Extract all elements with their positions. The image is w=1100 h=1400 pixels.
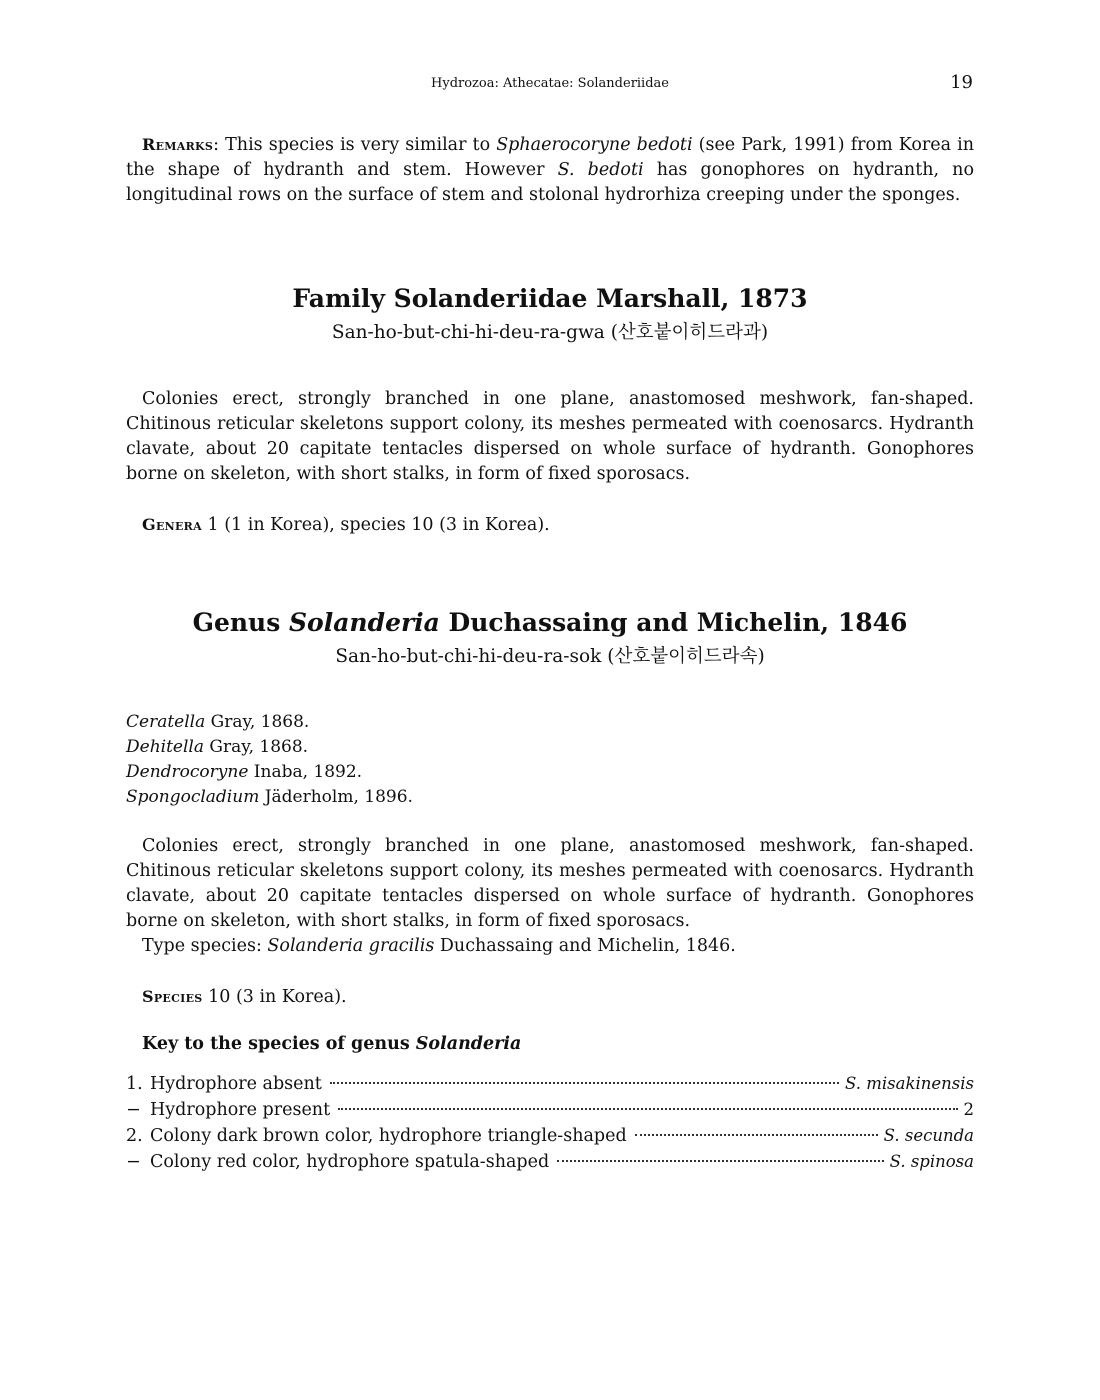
key-row bbox=[126, 1149, 974, 1175]
key-row-text: Colony red color, hydrophore spatula-shaped bbox=[150, 1152, 550, 1172]
family-description: Colonies erect, strongly branched in one plane, anastomosed meshwork, fan-shaped. Chitinous reticular skeletons support colony, its meshes permeated with coenosarcs. Hydranth clavate, about 20 capitate tentacles dispersed on whole surface of hydranth. Gonophores borne on skeleton, with short stalks, in form of fixed sporosacs. bbox=[126, 389, 974, 484]
genus-description: Colonies erect, strongly branched in one plane, anastomosed meshwork, fan-shaped. Chitinous reticular skeletons support colony, its meshes permeated with coenosarcs. Hydranth clavate, about 20 capitate tentacles dispersed on whole surface of hydranth. Gonophores borne on skeleton, with short stalks, in form of fixed sporosacs. bbox=[126, 836, 974, 931]
type-species-author: Duchassaing and Michelin, 1846. bbox=[434, 936, 736, 956]
genus-heading-prefix: Genus bbox=[192, 608, 289, 637]
synonym-author: Gray, 1868. bbox=[205, 712, 310, 732]
synonym-name: Ceratella bbox=[126, 712, 206, 732]
synonym-name: Spongocladium bbox=[126, 787, 260, 807]
genera-count bbox=[126, 512, 974, 538]
remarks-text-2: (see Park, 1991) from Korea in the shape of hydranth and stem. However bbox=[126, 135, 974, 180]
key-row-number: 1. bbox=[126, 1074, 143, 1094]
synonym-item bbox=[126, 735, 974, 760]
running-header: Hydrozoa: Athecatae: Solanderiidae bbox=[431, 76, 669, 91]
key-row-text: Colony dark brown color, hydrophore triangle-shaped bbox=[150, 1126, 627, 1146]
key-row-result: S. spinosa bbox=[889, 1152, 974, 1171]
genera-label: Genera bbox=[142, 515, 202, 534]
key-row bbox=[126, 1123, 974, 1149]
key-title-prefix: Key to the species of genus bbox=[142, 1034, 416, 1054]
genera-text: 1 (1 in Korea), species 10 (3 in Korea). bbox=[201, 515, 550, 535]
key-leader-dots bbox=[338, 1108, 957, 1110]
key-leader-dots bbox=[330, 1082, 839, 1084]
synonym-author: Inaba, 1892. bbox=[248, 762, 363, 782]
genus-korean-name: San-ho-but-chi-hi-deu-ra-sok (산호붙이히드라속) bbox=[335, 646, 765, 667]
species-count bbox=[126, 984, 974, 1010]
family-korean-name: San-ho-but-chi-hi-deu-ra-gwa (산호붙이히드라과) bbox=[331, 322, 769, 343]
genus-heading-name: Solanderia bbox=[288, 608, 440, 637]
key-row-number: − bbox=[126, 1100, 141, 1120]
key-leader-dots bbox=[557, 1160, 883, 1162]
remarks-text-1: This species is very similar to bbox=[219, 135, 497, 155]
key-row bbox=[126, 1097, 974, 1123]
type-species bbox=[126, 934, 974, 959]
synonym-list bbox=[126, 710, 974, 810]
family-heading: Family Solanderiidae Marshall, 1873 bbox=[292, 284, 808, 313]
key-row-number: − bbox=[126, 1152, 141, 1172]
remarks-species-2: S. bedoti bbox=[557, 160, 644, 180]
synonym-item bbox=[126, 710, 974, 735]
remarks-text-3: has gonophores on hydranth, no longitudinal rows on the surface of stem and stolonal hydrorhiza creeping under the sponges. bbox=[126, 160, 974, 205]
remarks-species-1: Sphaerocoryne bedoti bbox=[496, 135, 693, 155]
species-label: Species bbox=[142, 987, 203, 1006]
type-species-name: Solanderia gracilis bbox=[267, 936, 435, 956]
page-number: 19 bbox=[950, 72, 973, 93]
key-title-genus: Solanderia bbox=[415, 1034, 522, 1054]
synonym-item bbox=[126, 760, 974, 785]
species-text: 10 (3 in Korea). bbox=[202, 987, 347, 1007]
key-row-text: Hydrophore present bbox=[150, 1100, 331, 1120]
synonym-name: Dendrocoryne bbox=[126, 762, 249, 782]
type-species-label: Type species: bbox=[142, 936, 268, 956]
key-title bbox=[142, 1032, 521, 1057]
synonym-author: Gray, 1868. bbox=[203, 737, 309, 757]
synonym-name: Dehitella bbox=[126, 737, 204, 757]
remarks-paragraph bbox=[126, 132, 974, 208]
remarks-label: Remarks bbox=[142, 135, 214, 154]
remarks-colon: : bbox=[213, 135, 220, 155]
key-row-result: S. misakinensis bbox=[845, 1074, 974, 1093]
key-leader-dots bbox=[635, 1134, 878, 1136]
genus-heading-suffix: Duchassaing and Michelin, 1846 bbox=[439, 608, 908, 637]
key-row-number: 2. bbox=[126, 1126, 143, 1146]
key-row bbox=[126, 1071, 974, 1097]
synonym-item bbox=[126, 785, 974, 810]
key-row-text: Hydrophore absent bbox=[150, 1074, 322, 1094]
key-row-result: S. secunda bbox=[883, 1126, 974, 1145]
identification-key bbox=[126, 1071, 974, 1175]
genus-heading bbox=[0, 607, 1100, 639]
key-row-result: 2 bbox=[963, 1100, 974, 1119]
synonym-author: Jäderholm, 1896. bbox=[259, 787, 413, 807]
